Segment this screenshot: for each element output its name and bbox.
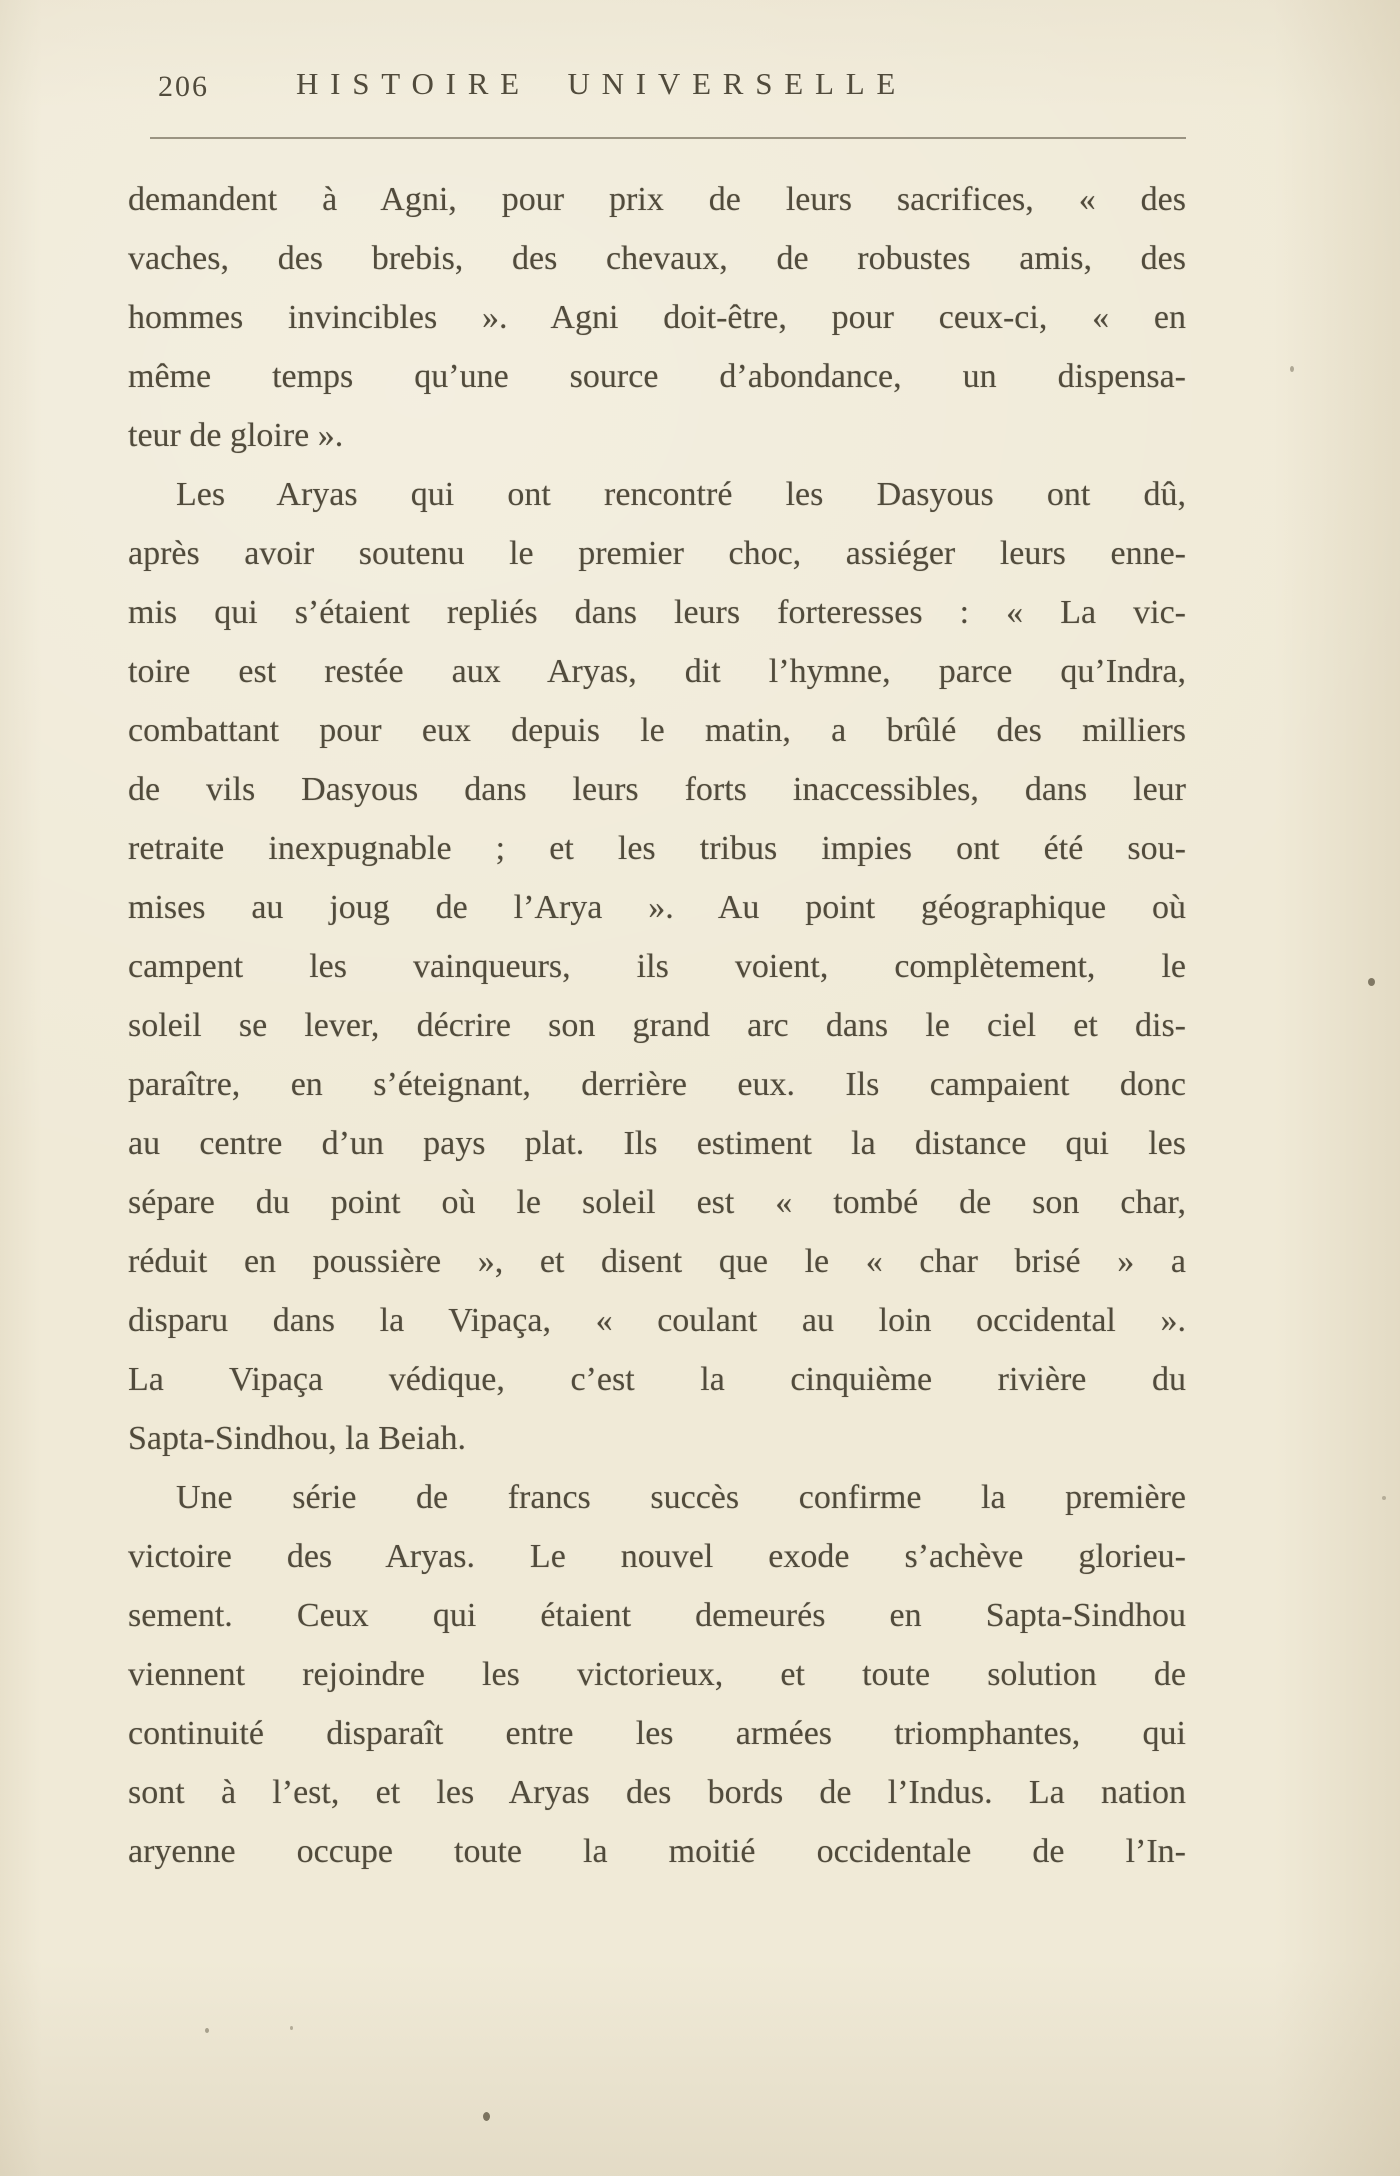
text-line: Sapta-Sindhou, la Beiah. <box>128 1420 467 1457</box>
text-line: viennent rejoindre les victorieux, et toute solution de <box>128 1656 1186 1693</box>
text-line: soleil se lever, décrire son grand arc dans le ciel et dis- <box>128 1007 1186 1044</box>
text-line: après avoir soutenu le premier choc, assiéger leurs enne- <box>128 535 1186 572</box>
text-column <box>128 170 1186 1881</box>
page-title: HISTOIRE UNIVERSELLE <box>296 66 908 101</box>
text-line: disparu dans la Vipaça, « coulant au loin occidental ». <box>128 1302 1186 1339</box>
text-line: retraite inexpugnable ; et les tribus impies ont été sou- <box>128 830 1186 867</box>
text-line: sont à l’est, et les Aryas des bords de l’Indus. La nation <box>128 1774 1186 1811</box>
text-line: de vils Dasyous dans leurs forts inaccessibles, dans leur <box>128 771 1186 808</box>
text-line: sement. Ceux qui étaient demeurés en Sapta-Sindhou <box>128 1597 1186 1634</box>
text-line: vaches, des brebis, des chevaux, de robustes amis, des <box>128 240 1186 277</box>
text-line: au centre d’un pays plat. Ils estiment la distance qui les <box>128 1125 1186 1162</box>
header-rule <box>150 137 1186 139</box>
scan-speck <box>1368 978 1375 986</box>
scan-speck <box>1382 1496 1386 1500</box>
text-line: aryenne occupe toute la moitié occidentale de l’In- <box>128 1833 1186 1870</box>
text-line: réduit en poussière », et disent que le « char brisé » a <box>128 1243 1186 1280</box>
text-line: hommes invincibles ». Agni doit-être, pour ceux-ci, « en <box>128 299 1186 336</box>
text-line: même temps qu’une source d’abondance, un dispensa- <box>128 358 1186 395</box>
paragraph <box>128 465 1186 1468</box>
text-line: teur de gloire ». <box>128 417 344 454</box>
text-line: combattant pour eux depuis le matin, a brûlé des milliers <box>128 712 1186 749</box>
scan-speck <box>290 2026 293 2030</box>
text-line: toire est restée aux Aryas, dit l’hymne, parce qu’Indra, <box>128 653 1186 690</box>
text-line: victoire des Aryas. Le nouvel exode s’achève glorieu- <box>128 1538 1186 1575</box>
text-line: Une série de francs succès confirme la première <box>176 1479 1186 1516</box>
text-line: mises au joug de l’Arya ». Au point géographique où <box>128 889 1186 926</box>
text-line: demandent à Agni, pour prix de leurs sacrifices, « des <box>128 181 1186 218</box>
text-line: Les Aryas qui ont rencontré les Dasyous ont dû, <box>176 476 1186 513</box>
text-line: campent les vainqueurs, ils voient, complètement, le <box>128 948 1186 985</box>
paragraph <box>128 1468 1186 1881</box>
scan-speck <box>205 2028 209 2033</box>
paragraph <box>128 170 1186 465</box>
text-line: paraître, en s’éteignant, derrière eux. Ils campaient donc <box>128 1066 1186 1103</box>
text-line: sépare du point où le soleil est « tombé de son char, <box>128 1184 1186 1221</box>
page-number: 206 <box>158 70 209 103</box>
scan-speck <box>483 2112 490 2121</box>
scan-speck <box>1290 366 1294 372</box>
text-line: continuité disparaît entre les armées triomphantes, qui <box>128 1715 1186 1752</box>
text-line: La Vipaça védique, c’est la cinquième rivière du <box>128 1361 1186 1398</box>
text-line: mis qui s’étaient repliés dans leurs forteresses : « La vic- <box>128 594 1186 631</box>
